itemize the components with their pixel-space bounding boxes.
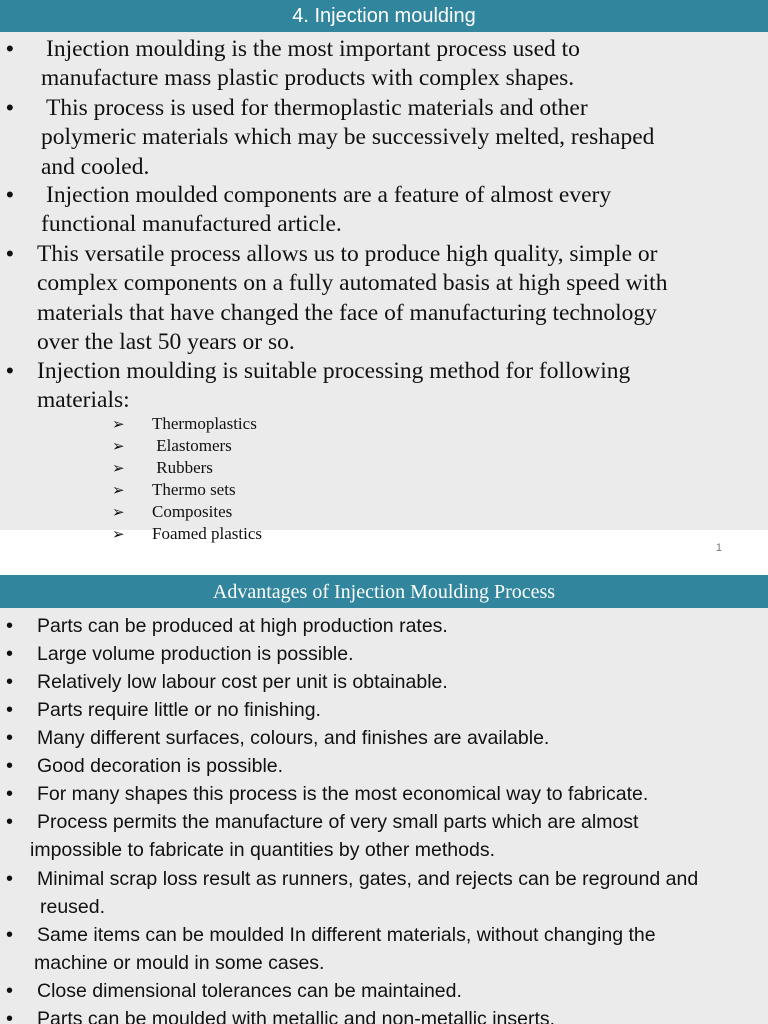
advantage-text-line: Process permits the manufacture of very small parts which are almost xyxy=(37,811,639,833)
bullet-dot: • xyxy=(6,783,14,805)
bullet-dot: • xyxy=(6,36,14,61)
bullet-text-line: Injection moulding is suitable processing method for following xyxy=(37,358,631,384)
bullet-text-line: polymeric materials which may be successively melted, reshaped xyxy=(41,124,655,151)
bullet-text-line: This process is used for thermoplastic materials and other xyxy=(46,95,588,121)
arrow-bullet-icon: ➢ xyxy=(112,459,125,477)
arrow-bullet-icon: ➢ xyxy=(112,525,125,543)
bullet-text-line: over the last 50 years or so. xyxy=(37,328,295,355)
advantage-text-line: machine or mould in some cases. xyxy=(34,952,325,974)
arrow-bullet-icon: ➢ xyxy=(112,415,125,433)
bullet-dot: • xyxy=(6,1008,14,1024)
slide-2 xyxy=(0,575,768,1024)
bullet-dot: • xyxy=(6,671,14,693)
advantage-text-line: Minimal scrap loss result as runners, gates, and rejects can be reground and xyxy=(37,868,699,890)
bullet-dot: • xyxy=(6,699,14,721)
bullet-dot: • xyxy=(6,924,14,946)
bullet-dot: • xyxy=(6,182,14,207)
material-label: Foamed plastics xyxy=(152,524,263,543)
advantage-text-line: Large volume production is possible. xyxy=(37,643,354,665)
advantage-text-line: Parts require little or no finishing. xyxy=(37,699,321,721)
advantage-text-line: Relatively low labour cost per unit is obtainable. xyxy=(37,671,448,693)
material-label: Elastomers xyxy=(152,436,232,455)
bullet-text-line: and cooled. xyxy=(41,153,150,180)
advantage-text-line: Same items can be moulded In different materials, without changing the xyxy=(37,924,656,946)
bullet-text-line: materials that have changed the face of manufacturing technology xyxy=(37,299,657,326)
advantage-text-line: Many different surfaces, colours, and finishes are available. xyxy=(37,727,550,749)
bullet-dot: • xyxy=(6,643,14,665)
arrow-bullet-icon: ➢ xyxy=(112,437,125,455)
material-label: Thermo sets xyxy=(152,480,236,499)
slide-1-title: 4. Injection moulding xyxy=(0,0,768,32)
advantage-text-line: impossible to fabricate in quantities by other methods. xyxy=(30,839,496,861)
advantage-text-line: Parts can be produced at high production rates. xyxy=(37,615,448,637)
bullet-dot: • xyxy=(6,615,14,637)
bullet-text-line: manufacture mass plastic products with complex shapes. xyxy=(41,65,575,92)
bullet-text-line: Injection moulding is the most important process used to xyxy=(46,36,580,62)
material-label: Rubbers xyxy=(152,458,213,477)
bullet-text-line: This versatile process allows us to produce high quality, simple or xyxy=(37,241,658,267)
advantage-text-line: reused. xyxy=(40,896,106,918)
material-label: Composites xyxy=(152,502,233,521)
advantage-text-line: Good decoration is possible. xyxy=(37,755,284,777)
material-label: Thermoplastics xyxy=(152,414,257,433)
bullet-dot: • xyxy=(6,241,14,266)
bullet-dot: • xyxy=(6,811,14,833)
advantage-text-line: Parts can be moulded with metallic and non-metallic inserts. xyxy=(37,1008,556,1024)
page-number: 1 xyxy=(715,542,722,554)
bullet-text-line: Injection moulded components are a feature of almost every xyxy=(46,182,612,208)
advantage-text-line: For many shapes this process is the most economical way to fabricate. xyxy=(37,783,649,805)
bullet-text-line: complex components on a fully automated basis at high speed with xyxy=(37,270,668,297)
advantage-text-line: Close dimensional tolerances can be maintained. xyxy=(37,980,462,1002)
bullet-dot: • xyxy=(6,868,14,890)
slide-2-title: Advantages of Injection Moulding Process xyxy=(0,575,768,608)
bullet-dot: • xyxy=(6,358,14,383)
bullet-dot: • xyxy=(6,95,14,120)
arrow-bullet-icon: ➢ xyxy=(112,503,125,521)
bullet-dot: • xyxy=(6,980,14,1002)
bullet-dot: • xyxy=(6,727,14,749)
bullet-text-line: materials: xyxy=(37,387,130,414)
bullet-text-line: functional manufactured article. xyxy=(41,211,342,238)
bullet-dot: • xyxy=(6,755,14,777)
arrow-bullet-icon: ➢ xyxy=(112,481,125,499)
